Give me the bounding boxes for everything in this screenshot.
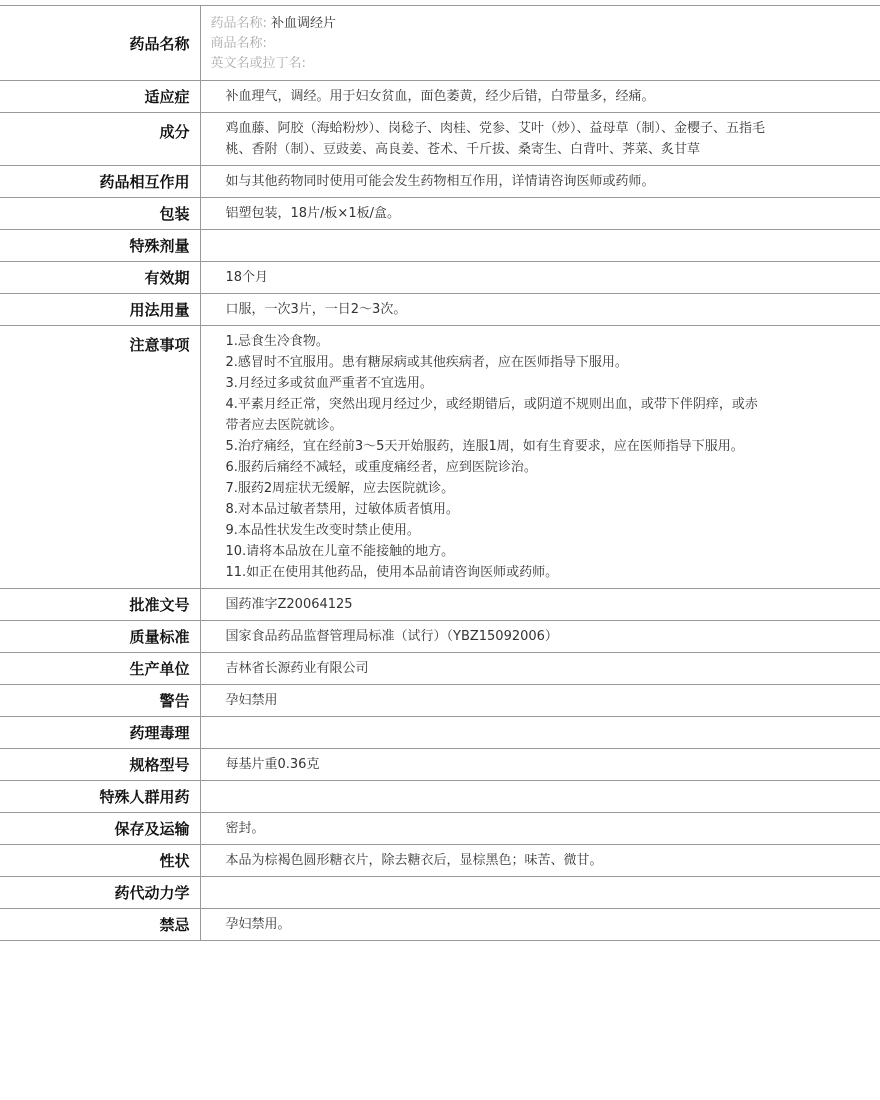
row-ingredients [0,113,880,166]
label-package: 包装 [0,198,200,230]
label-warning: 警告 [0,685,200,717]
row-notes [0,326,880,589]
value-validity: 18个月 [225,270,269,285]
row-manufacturer [0,653,880,685]
label-interaction: 药品相互作用 [0,166,200,198]
value-special-groups [200,781,880,813]
value-spec: 每基片重0.36克 [225,757,320,772]
note-item-2: 2.感冒时不宜服用。患有糖尿病或其他疾病者，应在医师指导下服用。 [225,355,628,370]
row-standard [0,621,880,653]
label-indication: 适应症 [0,81,200,113]
generic-name-line [211,14,871,34]
generic-name-key: 药品名称: [210,16,267,31]
value-drug-names [200,6,880,81]
drug-spec-table [0,5,880,941]
row-spec [0,749,880,781]
label-notes: 注意事项 [0,326,200,589]
latin-name-line [211,54,871,74]
label-spec: 规格型号 [0,749,200,781]
row-storage [0,813,880,845]
trade-name-key: 商品名称: [210,36,267,51]
row-special-groups [0,781,880,813]
row-validity [0,262,880,294]
value-indication: 补血理气，调经。用于妇女贫血，面色萎黄，经少后错，白带量多，经痛。 [225,89,655,104]
row-warning [0,685,880,717]
value-warning: 孕妇禁用 [225,693,278,708]
trade-name-line [211,34,871,54]
note-item-11: 11.如正在使用其他药品，使用本品前请咨询医师或药师。 [225,565,559,580]
note-item-10: 10.请将本品放在儿童不能接触的地方。 [225,544,455,559]
value-storage: 密封。 [225,821,265,836]
generic-name-value: 补血调经片 [271,16,337,31]
value-pharmacokinetics [200,877,880,909]
label-contraindication: 禁忌 [0,909,200,941]
row-appearance [0,845,880,877]
value-contraindication: 孕妇禁用。 [225,917,291,932]
value-manufacturer: 吉林省长源药业有限公司 [225,661,369,676]
label-manufacturer: 生产单位 [0,653,200,685]
note-item-8: 8.对本品过敏者禁用，过敏体质者慎用。 [225,502,459,517]
value-toxicology [200,717,880,749]
row-indication [0,81,880,113]
label-appearance: 性状 [0,845,200,877]
label-storage: 保存及运输 [0,813,200,845]
row-pharmacokinetics [0,877,880,909]
value-package: 铝塑包装，18片/板×1板/盒。 [225,206,400,221]
note-item-4: 4.平素月经正常，突然出现月经过少，或经期错后，或阴道不规则出血，或带下伴阴痒，或赤带者应去医院就诊。 [225,397,758,433]
label-usage: 用法用量 [0,294,200,326]
row-package [0,198,880,230]
value-notes [200,326,880,589]
value-interaction: 如与其他药物同时使用可能会发生药物相互作用，详情请咨询医师或药师。 [225,174,655,189]
label-special-groups: 特殊人群用药 [0,781,200,813]
note-item-5: 5.治疗痛经，宜在经前3～5天开始服药，连服1周，如有生育要求，应在医师指导下服用。 [225,439,744,454]
latin-name-key: 英文名或拉丁名: [210,56,306,71]
note-item-6: 6.服药后痛经不减轻，或重度痛经者，应到医院诊治。 [225,460,537,475]
label-pharmacokinetics: 药代动力学 [0,877,200,909]
value-standard: 国家食品药品监督管理局标准（试行）（YBZ15092006） [225,629,558,644]
row-toxicology [0,717,880,749]
row-special-dose [0,230,880,262]
value-usage: 口服，一次3片，一日2～3次。 [225,302,407,317]
value-approval: 国药准字Z20064125 [225,597,353,612]
row-drug-name [0,6,880,81]
label-ingredients: 成分 [0,113,200,166]
label-toxicology: 药理毒理 [0,717,200,749]
note-item-9: 9.本品性状发生改变时禁止使用。 [225,523,420,538]
row-interaction [0,166,880,198]
label-validity: 有效期 [0,262,200,294]
label-drug-name: 药品名称 [0,6,200,81]
label-special-dose: 特殊剂量 [0,230,200,262]
note-item-3: 3.月经过多或贫血严重者不宜选用。 [225,376,433,391]
value-ingredients: 鸡血藤、阿胶（海蛤粉炒）、岗稔子、肉桂、党参、艾叶（炒）、益母草（制）、金樱子、五指毛桃、香附（制）、豆豉姜、高良姜、苍术、千斤拔、桑寄生、白背叶、荠菜、炙甘草 [225,121,766,157]
note-item-7: 7.服药2周症状无缓解，应去医院就诊。 [225,481,455,496]
value-special-dose [200,230,880,262]
row-approval [0,589,880,621]
note-item-1: 1.忌食生冷食物。 [225,334,329,349]
label-approval: 批准文号 [0,589,200,621]
value-appearance: 本品为棕褐色圆形糖衣片，除去糖衣后，显棕黑色；味苦、微甘。 [225,853,603,868]
label-standard: 质量标准 [0,621,200,653]
row-contraindication [0,909,880,941]
row-usage [0,294,880,326]
